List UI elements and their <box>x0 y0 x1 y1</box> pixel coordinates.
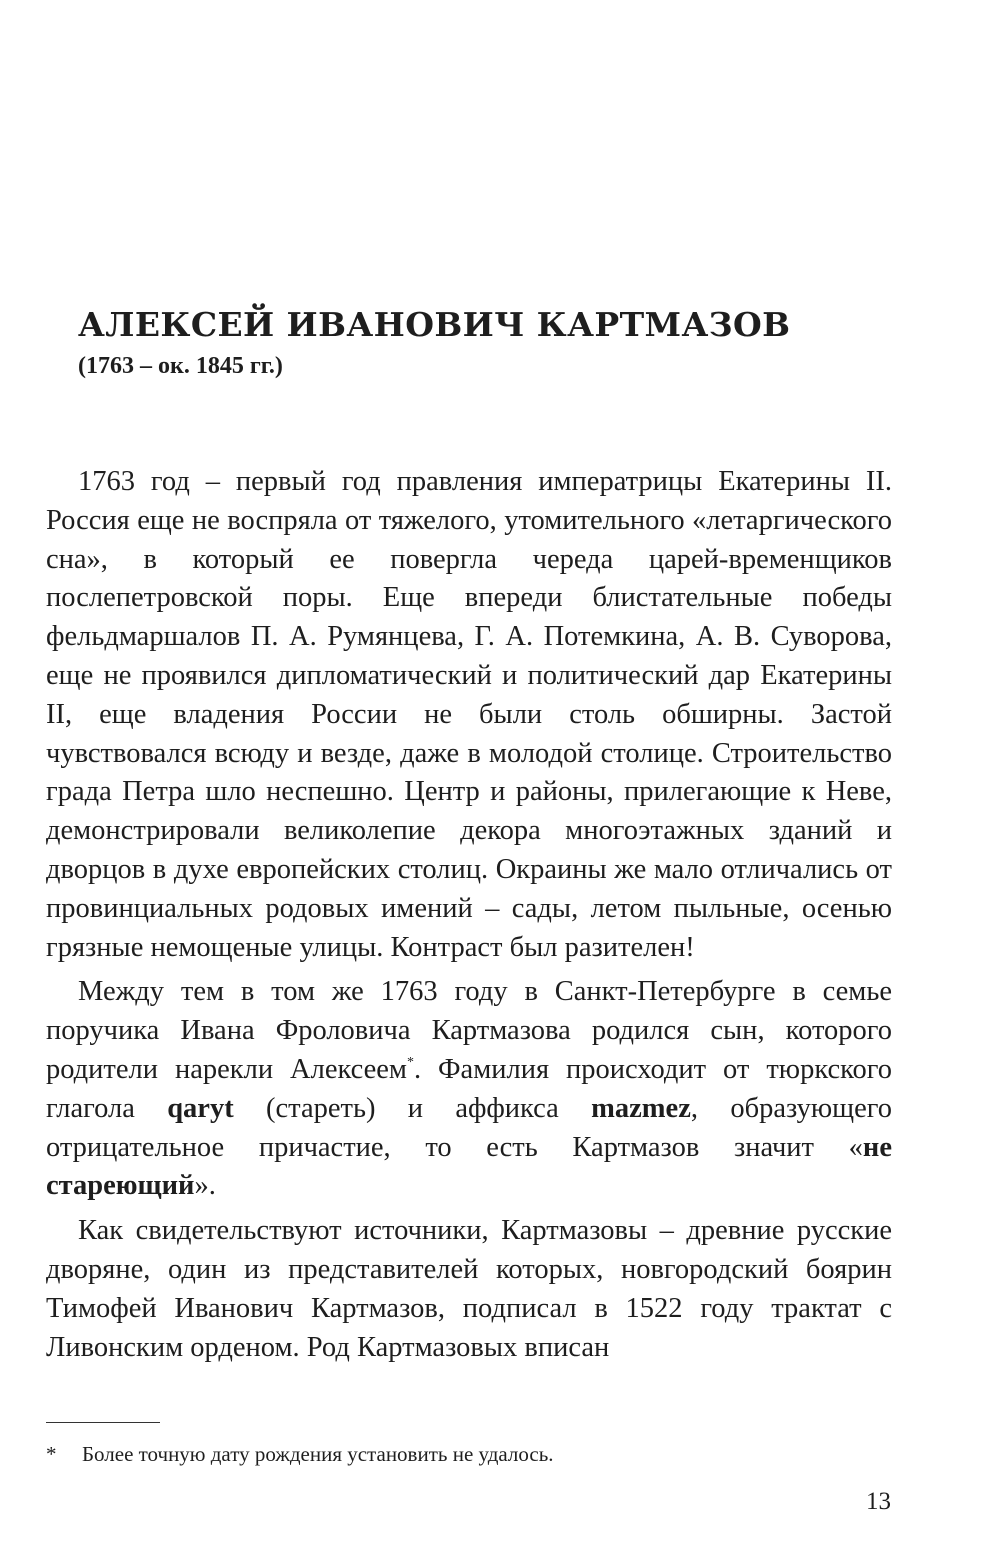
chapter-title: АЛЕКСЕЙ ИВАНОВИЧ КАРТМАЗОВ <box>78 305 791 344</box>
footnote-divider <box>46 1422 160 1423</box>
footnote-text: Более точную дату рождения установить не удалось. <box>82 1442 554 1466</box>
paragraph-2-part-a: Между тем в том же 1763 году в Санкт-Петербурге в семье поручика Ивана Фроловича Картмазова родился сын, которого родители нарекли Алексеем <box>46 976 892 1085</box>
body-text <box>46 463 892 1373</box>
life-dates: (1763 – ок. 1845 гг.) <box>78 353 283 379</box>
paragraph-3: Как свидетельствуют источники, Картмазовы – древние русские дворяне, один из представителей которых, новгородский боярин Тимофей Иванович Картмазов, подписал в 1522 году трактат с Ливонским орденом. Род Картмазовых вписан <box>46 1215 892 1363</box>
footnote <box>46 1440 906 1468</box>
footnote-mark: * <box>46 1442 57 1466</box>
surname-meaning: не стареющий <box>46 1131 892 1202</box>
paragraph-2 <box>46 973 892 1206</box>
chapter-heading <box>78 300 938 382</box>
turkic-affix: mazmez <box>591 1092 691 1124</box>
paragraph-2-part-d: , образующего отрицательное причастие, то есть Картмазов значит « <box>46 1092 892 1163</box>
turkic-verb: qaryt <box>167 1092 234 1124</box>
footnote-reference: * <box>406 1054 414 1070</box>
paragraph-2-part-c: (стареть) и аффикса <box>233 1092 592 1124</box>
page-number: 13 <box>866 1488 891 1515</box>
paragraph-1: 1763 год – первый год правления императрицы Екатерины II. Россия еще не воспряла от тяжелого, утомительного «летаргического сна», в который ее повергла череда царей-временщиков послепетровской поры. Еще впереди блистательные победы фельдмаршалов П. А. Румянцева, Г. А. Потемкина, А. В. Суворова, еще не проявился дипломатический и политический дар Екатерины II, еще владения России не были столь обширны. Застой чувствовался всюду и везде, даже в молодой столице. Строительство града Петра шло неспешно. Центр и районы, прилегающие к Неве, демонстрировали великолепие декора многоэтажных зданий и дворцов в духе европейских столиц. Окраины же мало отличались от провинциальных родовых имений – сады, летом пыльные, осенью грязные немощеные улицы. Контраст был разителен! <box>46 466 892 963</box>
paragraph-2-part-b: . Фамилия происходит от тюркского глагола <box>46 1053 893 1124</box>
paragraph-2-part-e: ». <box>194 1170 216 1202</box>
